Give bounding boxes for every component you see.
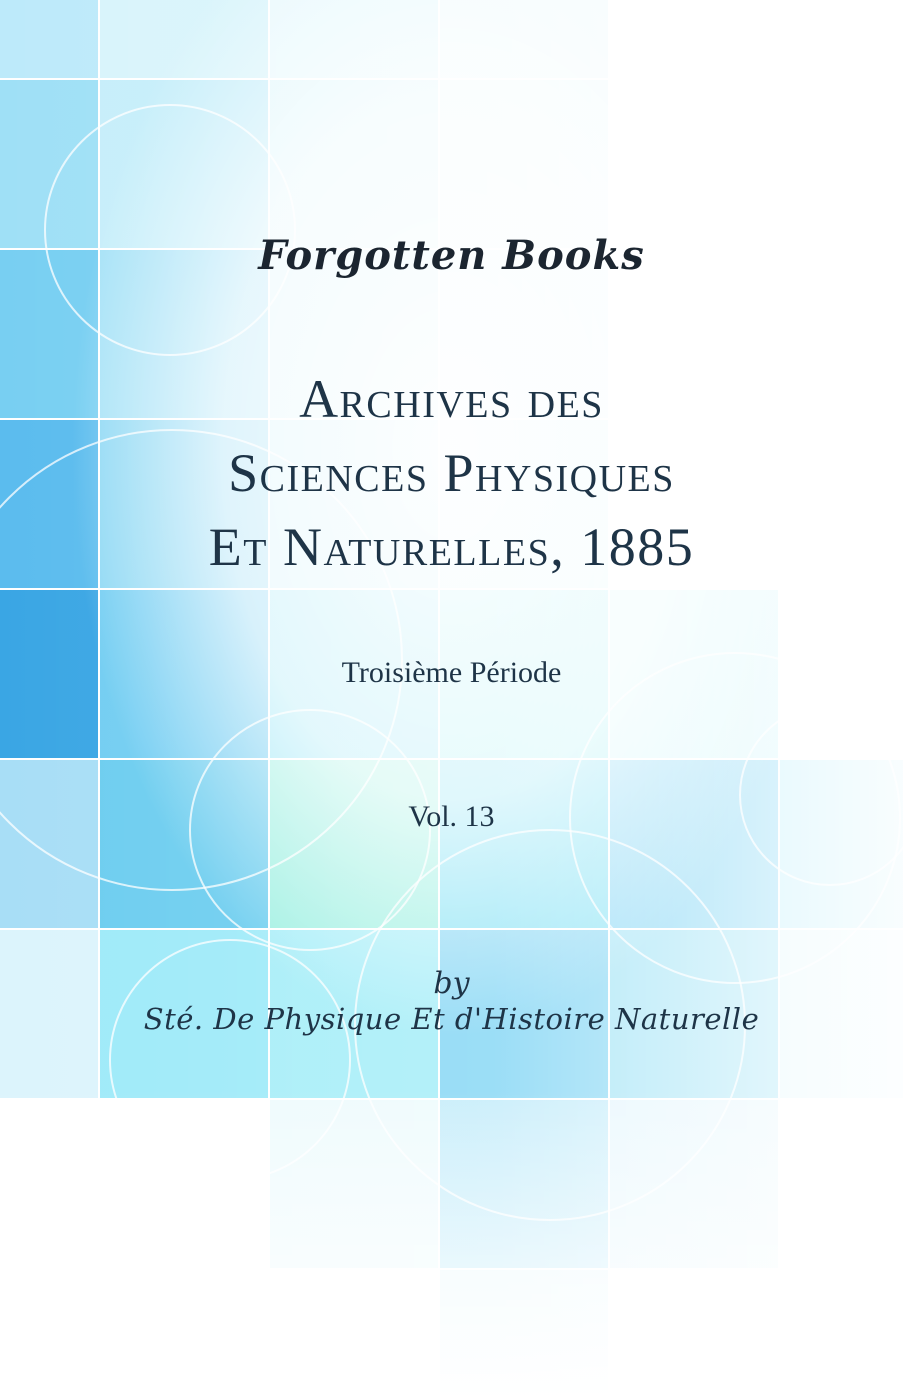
publisher-logo: Forgotten Books: [258, 232, 645, 279]
author-name: Sté. De Physique Et d'Histoire Naturelle: [143, 1002, 760, 1036]
byline: by: [433, 966, 470, 1001]
volume-number: Vol. 13: [408, 800, 495, 833]
title-line-1: Archives des: [299, 369, 604, 429]
subtitle: Troisième Période: [341, 656, 562, 689]
title-line-3: Et Naturelles, 1885: [208, 517, 695, 577]
title-line-2: Sciences Physiques: [228, 443, 675, 503]
